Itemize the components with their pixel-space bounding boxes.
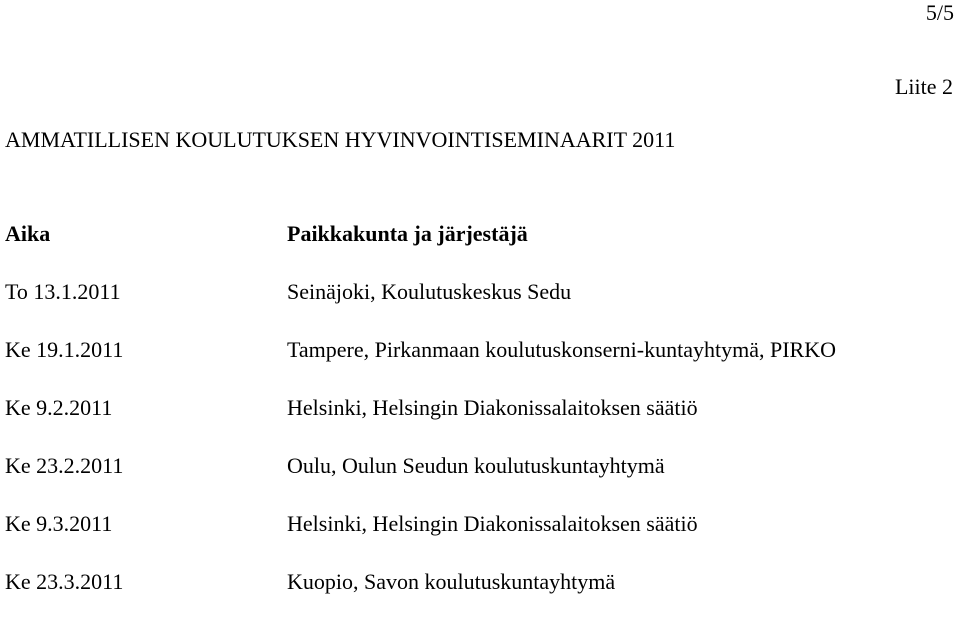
page-number: 5/5 xyxy=(925,0,954,25)
date-column-header: Aika xyxy=(5,221,51,246)
seminar-place: Kuopio, Savon koulutuskuntayhtymä xyxy=(287,569,616,594)
appendix-label: Liite 2 xyxy=(894,74,953,99)
seminar-place: Oulu, Oulun Seudun koulutuskuntayhtymä xyxy=(287,453,665,478)
seminar-place: Tampere, Pirkanmaan koulutuskonserni-kuntayhtymä, PIRKO xyxy=(287,337,836,362)
schedule-row xyxy=(5,393,945,451)
schedule-row xyxy=(5,335,945,393)
seminar-place: Helsinki, Helsingin Diakonissalaitoksen säätiö xyxy=(287,395,698,420)
seminar-place: Seinäjoki, Koulutuskeskus Sedu xyxy=(287,279,572,304)
schedule-row xyxy=(5,277,945,335)
seminar-schedule xyxy=(5,219,945,625)
seminar-date: Ke 23.3.2011 xyxy=(5,569,124,594)
seminar-date: Ke 9.2.2011 xyxy=(5,395,113,420)
seminar-date: Ke 9.3.2011 xyxy=(5,511,113,536)
seminar-date: Ke 23.2.2011 xyxy=(5,453,124,478)
seminar-place: Helsinki, Helsingin Diakonissalaitoksen säätiö xyxy=(287,511,698,536)
schedule-row xyxy=(5,567,945,625)
seminar-date: Ke 19.1.2011 xyxy=(5,337,124,362)
schedule-row xyxy=(5,509,945,567)
place-column-header: Paikkakunta ja järjestäjä xyxy=(287,221,528,246)
document-title: AMMATILLISEN KOULUTUKSEN HYVINVOINTISEMINAARIT 2011 xyxy=(5,127,676,152)
schedule-row xyxy=(5,451,945,509)
seminar-date: To 13.1.2011 xyxy=(5,279,121,304)
schedule-header-row xyxy=(5,219,945,277)
